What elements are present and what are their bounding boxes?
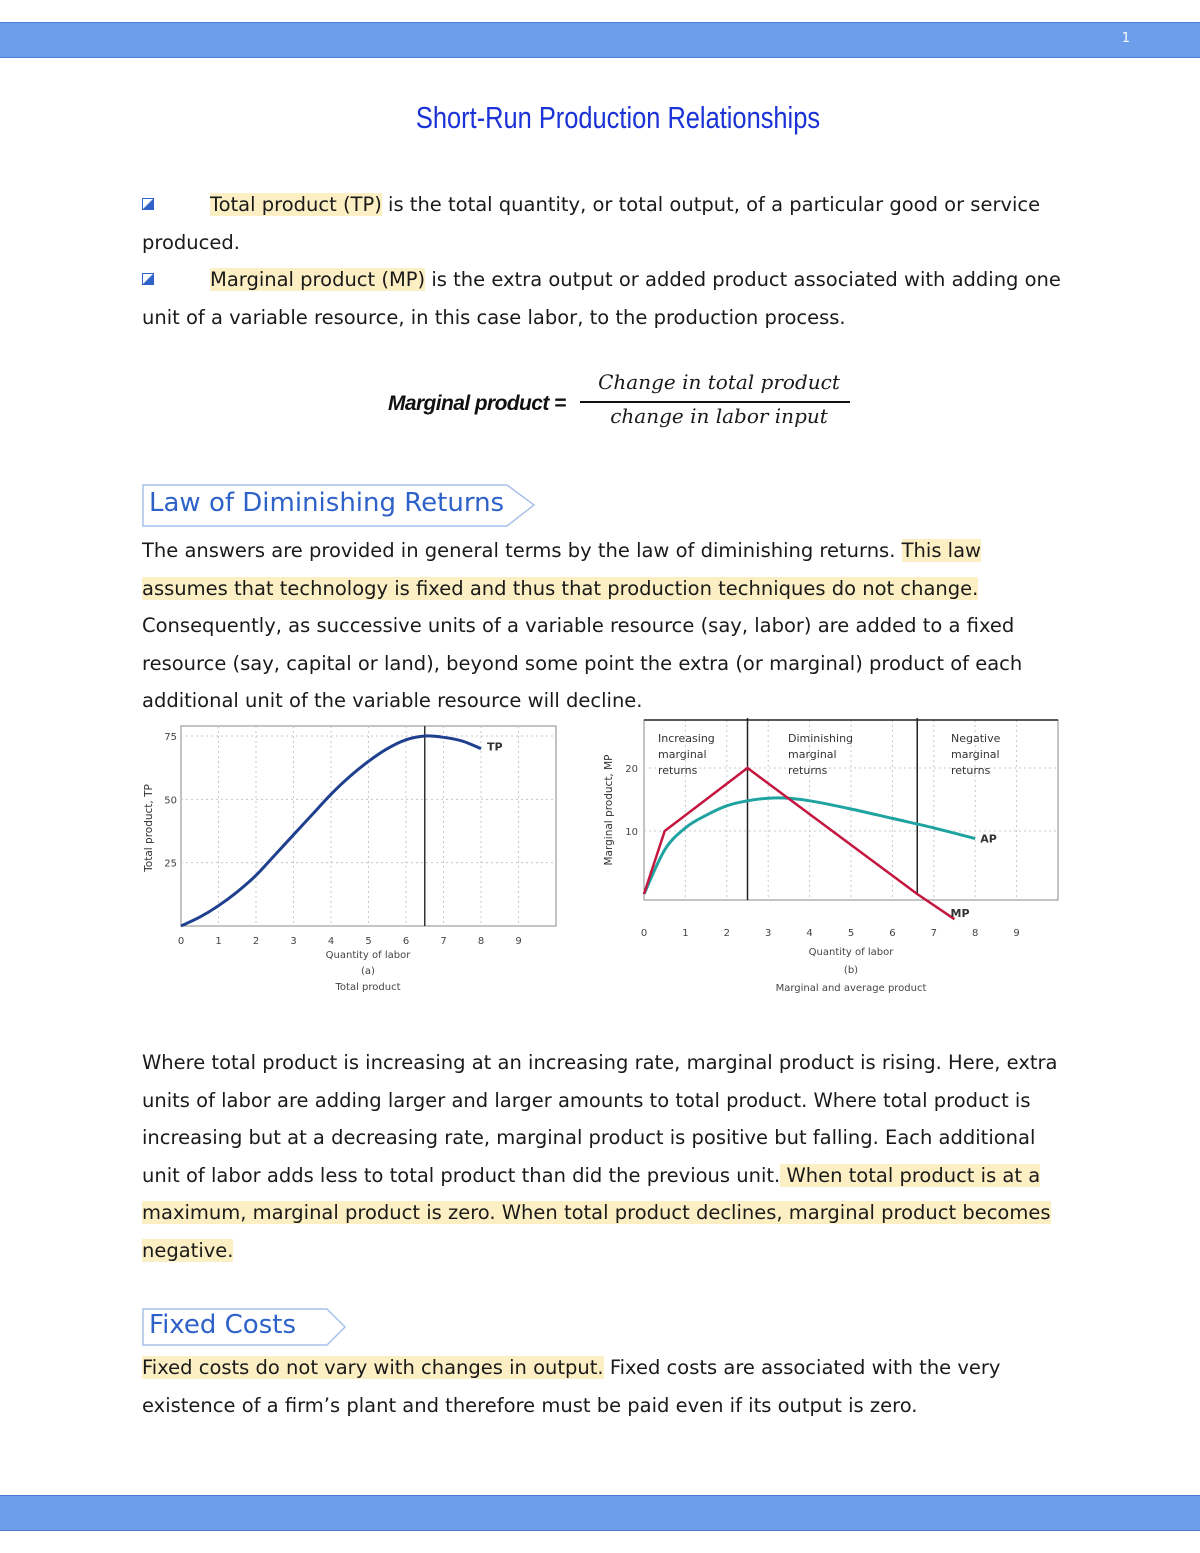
x-tick-label: 1 xyxy=(215,936,222,947)
x-tick-label: 9 xyxy=(1013,928,1020,939)
x-tick-label: 0 xyxy=(177,936,185,947)
paragraph-diminishing-returns xyxy=(142,532,1062,720)
marginal-product-formula xyxy=(388,370,868,440)
y-axis-label: Marginal product, MP xyxy=(603,754,615,866)
checkbox-bullet-icon xyxy=(142,273,154,285)
y-tick-label: 75 xyxy=(164,732,177,743)
section-heading-text: Fixed Costs xyxy=(149,1310,296,1340)
region-label-diminishing: Diminishing marginal returns xyxy=(788,732,854,777)
grid xyxy=(181,726,556,926)
page-title: Short-Run Production Relationships xyxy=(415,100,821,135)
paragraph-fixed-costs xyxy=(142,1349,1062,1424)
definition-total-product: is the total quantity, or total output, of a particular good or service produced. xyxy=(142,193,1041,254)
x-tick-label: 6 xyxy=(889,928,896,939)
term-total-product: Total product (TP) xyxy=(210,193,382,216)
y-tick-label: 50 xyxy=(164,795,177,807)
para-text: The answers are provided in general terms by the law of diminishing returns. xyxy=(142,539,902,562)
x-tick-label: 8 xyxy=(972,928,979,939)
total-product-chart xyxy=(138,718,568,1003)
x-tick-label: 0 xyxy=(640,928,648,939)
panel-label: (b) xyxy=(843,965,859,976)
y-tick-label: 25 xyxy=(164,858,177,870)
bullet-list xyxy=(142,186,1062,336)
x-tick-label: 9 xyxy=(515,936,522,947)
page-number: 1 xyxy=(1121,31,1130,46)
para-text: Fixed costs are associated with the very existence of a firm’s plant and therefore must be paid even if its output is zero. xyxy=(142,1356,1001,1417)
x-tick-label: 4 xyxy=(327,936,335,947)
panel-label: (a) xyxy=(361,966,375,977)
y-tick-label: 10 xyxy=(625,827,638,838)
region-label-negative: Negative marginal returns xyxy=(951,732,1001,777)
para-text: Consequently, as successive units of a variable resource (say, labor) are added to a fixed resource (say, capital or land), beyond some point the extra (or marginal) product of each additional unit of the variable resource will decline. xyxy=(142,614,1023,712)
x-tick-label: 2 xyxy=(723,928,730,939)
x-tick-label: 1 xyxy=(682,928,689,939)
marginal-average-product-chart xyxy=(596,712,1066,1002)
x-axis-label: Quantity of labor xyxy=(808,947,894,958)
page-header-bar xyxy=(0,22,1200,58)
x-tick-label: 2 xyxy=(252,936,260,947)
bullet-marginal-product xyxy=(142,261,1062,336)
x-tick-label: 5 xyxy=(365,936,372,947)
tick-labels xyxy=(164,732,521,947)
fraction-bar xyxy=(580,401,850,403)
x-tick-label: 3 xyxy=(765,928,772,939)
region-label-increasing: Increasing marginal returns xyxy=(658,732,715,777)
bullet-total-product xyxy=(142,186,1062,261)
mp-curve xyxy=(644,768,955,919)
ap-curve-label: AP xyxy=(980,832,997,846)
checkbox-bullet-icon xyxy=(142,198,154,210)
x-tick-label: 7 xyxy=(440,936,447,947)
page-footer-bar xyxy=(0,1495,1200,1531)
para-highlight: When total product is at a maximum, marginal product is zero. When total product declines, marginal product becomes negative. xyxy=(142,1163,1051,1262)
x-tick-label: 7 xyxy=(930,928,937,939)
tp-curve-label: TP xyxy=(487,740,503,754)
y-axis-label: Total product, TP xyxy=(143,784,155,872)
chart-title: Marginal and average product xyxy=(775,983,927,994)
para-highlight: Fixed costs do not vary with changes in output. xyxy=(142,1356,604,1379)
x-tick-label: 6 xyxy=(402,936,410,947)
paragraph-tp-mp-relationship xyxy=(142,1044,1062,1269)
chart-title: Total product xyxy=(335,982,401,993)
y-tick-label: 20 xyxy=(625,764,638,775)
para-highlight: This law assumes that technology is fixed and thus that production techniques do not change. xyxy=(142,539,981,600)
x-tick-label: 8 xyxy=(477,936,485,947)
section-heading-diminishing-returns xyxy=(142,484,537,524)
section-heading-fixed-costs xyxy=(142,1308,347,1348)
x-axis-label: Quantity of labor xyxy=(325,950,411,961)
mp-curve-label: MP xyxy=(950,907,970,921)
formula-denominator: change in labor input xyxy=(610,404,828,428)
section-heading-text: Law of Diminishing Returns xyxy=(149,488,505,518)
para-text: Where total product is increasing at an increasing rate, marginal product is rising. Here, extra units of labor are adding larger and larger amounts to total product. Where total product is increasing but at a decreasing rate, marginal product is positive but falling. Each additional unit of labor adds less to total product than did the previous unit. xyxy=(142,1051,1058,1187)
x-tick-label: 5 xyxy=(847,928,855,939)
formula-numerator: Change in total product xyxy=(598,370,840,394)
term-marginal-product: Marginal product (MP) xyxy=(210,268,426,291)
x-tick-label: 4 xyxy=(806,928,813,939)
definition-marginal-product: is the extra output or added product associated with adding one unit of a variable resource, in this case labor, to the production process. xyxy=(142,268,1061,329)
formula-label: Marginal product = xyxy=(388,392,566,415)
x-tick-label: 3 xyxy=(290,936,297,947)
